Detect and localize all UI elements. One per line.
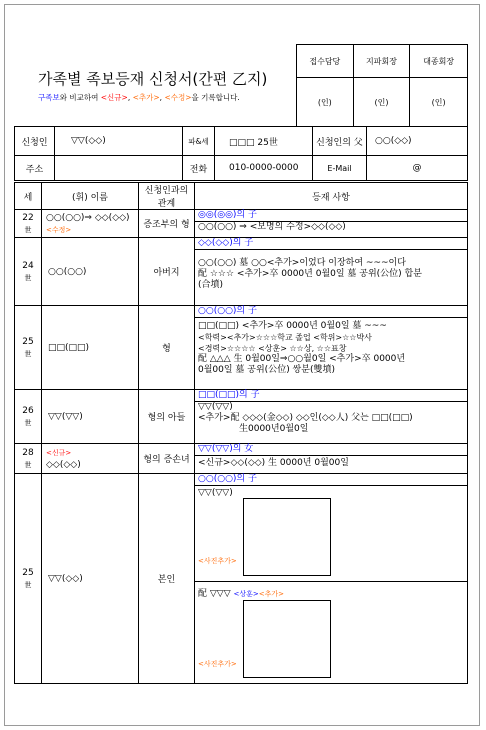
col-header-relation: 신청인과의 관계	[139, 183, 195, 210]
name-cell[interactable]: ○○(○○)	[42, 238, 139, 306]
approval-header-reception: 접수담당	[297, 45, 354, 78]
father-label: 신청인의 父	[313, 127, 367, 156]
detail-line: (合墳)	[198, 280, 224, 290]
branch-label: 파&세	[183, 127, 215, 156]
table-row	[15, 390, 468, 444]
photo-add-label: <사진추가>	[198, 557, 237, 565]
photo-add-label: <사진추가>	[198, 660, 237, 668]
father-field[interactable]: ○○(◇◇)	[367, 127, 468, 156]
table-row	[15, 474, 468, 684]
detail-line: 配 △△△ 生 0월00일⇒○○월0일 <추가>卒 0000년	[198, 354, 406, 364]
detail-line: <학력><추가>☆☆☆학교 졸업 <학위>☆☆박사	[198, 333, 372, 342]
col-header-name: (휘) 이름	[42, 183, 139, 210]
detail-line: <경력>☆☆☆☆ <상훈> ☆☆상, ☆☆표창	[198, 344, 347, 353]
seal-clan-chair[interactable]: (인)	[410, 78, 468, 127]
photo-box-self[interactable]	[243, 498, 331, 576]
detail-line: <신규>◇◇(◇◇) 生 0000년 0월00일	[198, 458, 349, 468]
phone-field[interactable]: 010-0000-0000	[215, 156, 313, 181]
self-name: ▽▽(▽▽)	[198, 488, 233, 498]
branch-field[interactable]: □□□ 25世	[215, 127, 313, 156]
note-text-2: 을 기록합니다.	[191, 93, 240, 102]
generation-cell: 26 世	[15, 390, 42, 444]
relation-cell: 아버지	[139, 238, 195, 306]
table-row	[15, 306, 468, 390]
relation-cell: 본인	[139, 474, 195, 684]
name-cell[interactable]: ▽▽(◇◇)	[42, 474, 139, 684]
note-add-tag: <추가>	[132, 93, 160, 102]
generation-cell: 28 世	[15, 444, 42, 474]
name-cell[interactable]: ○○(○○)⇒ ◇◇(◇◇) <수정>	[42, 210, 139, 238]
address-label: 주소	[15, 156, 55, 181]
col-header-details: 등재 사항	[195, 183, 468, 210]
note-edit-tag: <수정>	[164, 93, 192, 102]
details-cell[interactable]	[195, 238, 468, 306]
note-new-tag: <신규>	[100, 93, 128, 102]
phone-label: 전화	[183, 156, 215, 181]
approval-header-branch-chair: 지파회장	[353, 45, 410, 78]
relation-cell: 형	[139, 306, 195, 390]
details-cell[interactable]	[195, 210, 468, 238]
seal-branch-chair[interactable]: (인)	[353, 78, 410, 127]
note-old-registry: 구족보	[38, 93, 60, 102]
generation-cell: 25 世	[15, 306, 42, 390]
photo-box-spouse[interactable]	[243, 600, 331, 678]
detail-line: ○○(○○) 墓 ○○<추가>이었다 이장하여 ~~~이다	[198, 258, 406, 268]
detail-line: ◎◎(◎◎)의 子	[195, 210, 467, 222]
detail-line: ○○(○○) ⇒ <보명의 수정>◇◇(◇◇)	[198, 222, 346, 232]
name-cell[interactable]: ▽▽(▽▽)	[42, 390, 139, 444]
relation-cell: 형의 아들	[139, 390, 195, 444]
approval-header-clan-chair: 대종회장	[410, 45, 468, 78]
detail-line: ▽▽(▽▽)	[198, 402, 233, 412]
email-field[interactable]: @	[367, 156, 468, 181]
details-cell[interactable]	[195, 474, 468, 684]
form-title: 가족별 족보등재 신청서(간편 乙지)	[38, 70, 268, 88]
generation-cell: 25 世	[15, 474, 42, 684]
table-row	[15, 444, 468, 474]
detail-line: 配 ☆☆☆ <추가>卒 0000년 0월0일 墓 공위(公位) 합분	[198, 269, 422, 279]
name-cell[interactable]: <신규> ◇◇(◇◇)	[42, 444, 139, 474]
detail-line: 生0000년0월0일	[239, 424, 309, 434]
detail-line: ○○(○○)의 子	[195, 306, 467, 318]
note-text-1: 와 비교하여	[59, 93, 101, 102]
email-label: E-Mail	[313, 156, 367, 181]
detail-line: ◇◇(◇◇)의 子	[195, 238, 467, 250]
detail-line: □□(□□) <추가>卒 0000년 0월0일 墓 ~~~	[198, 321, 387, 331]
seal-reception[interactable]: (인)	[297, 78, 354, 127]
applicant-name-field[interactable]: ▽▽(◇◇)	[55, 127, 183, 156]
name-cell[interactable]: □□(□□)	[42, 306, 139, 390]
genealogy-table	[14, 182, 468, 684]
relation-cell: 증조부의 형	[139, 210, 195, 238]
detail-line: ▽▽(▽▽)의 女	[195, 444, 467, 456]
detail-line: ○○(○○)의 子	[195, 474, 467, 486]
detail-line: 0월00일 墓 공위(公位) 쌍분(雙墳)	[198, 365, 335, 375]
table-row	[15, 238, 468, 306]
details-cell[interactable]	[195, 306, 468, 390]
details-cell[interactable]	[195, 390, 468, 444]
spouse-line: 配 ▽▽▽ <상훈><추가>	[198, 589, 285, 599]
relation-cell: 형의 증손녀	[139, 444, 195, 474]
form-instruction: 구족보와 비교하여 <신규>, <추가>, <수정>을 기록합니다.	[38, 93, 240, 102]
applicant-info-table	[14, 126, 468, 181]
applicant-label: 신청인	[15, 127, 55, 156]
generation-cell: 22 世	[15, 210, 42, 238]
detail-line: <추가>配 ◇◇◇(金◇◇) ◇◇인(◇◇人) 父는 □□(□□)	[198, 413, 413, 423]
approval-box	[296, 44, 468, 127]
generation-cell: 24 世	[15, 238, 42, 306]
col-header-generation: 세	[15, 183, 42, 210]
detail-line: □□(□□)의 子	[195, 390, 467, 402]
table-row	[15, 210, 468, 238]
address-field[interactable]	[55, 156, 183, 181]
details-cell[interactable]	[195, 444, 468, 474]
